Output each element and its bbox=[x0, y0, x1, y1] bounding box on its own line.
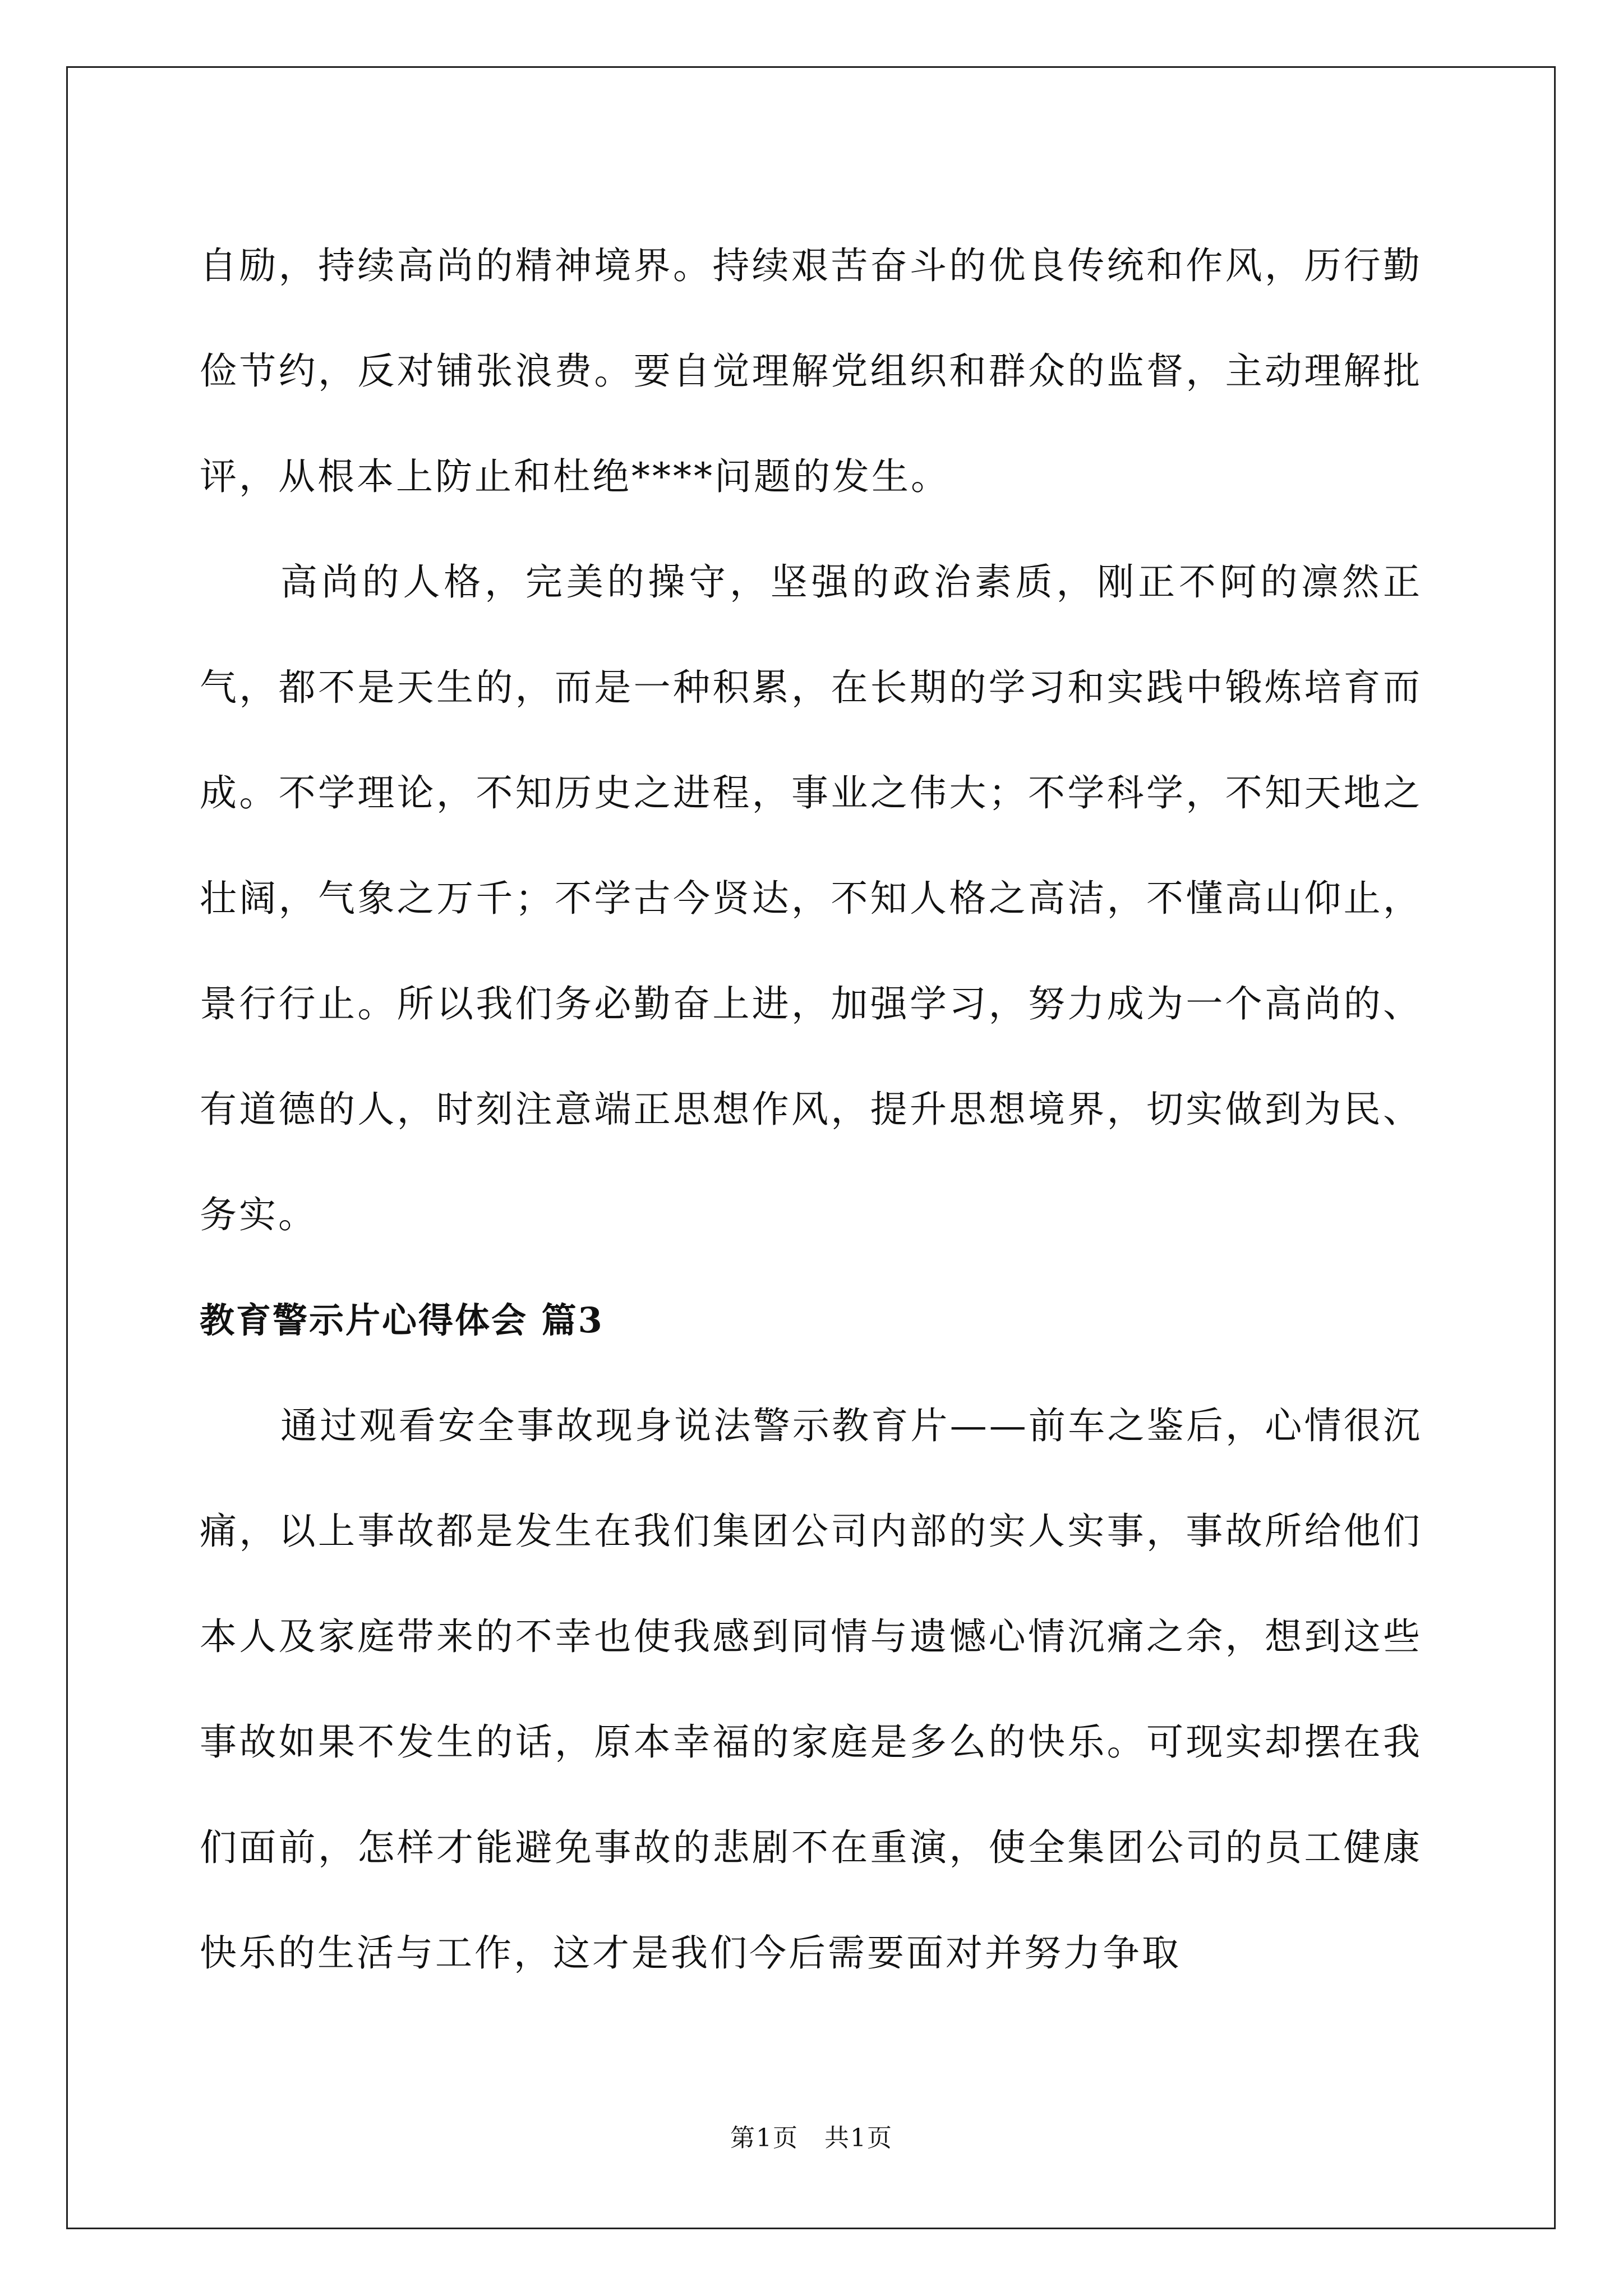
section-heading: 教育警示片心得体会 篇3 bbox=[200, 1300, 604, 1341]
body-paragraph-1: 自励，持续高尚的精神境界。持续艰苦奋斗的优良传统和作风，历行勤俭节约，反对铺张浪费。要自觉理解党组织和群众的监督，主动理解批评，从根本上防止和杜绝****问题的发生。 bbox=[200, 244, 1422, 498]
body-paragraph-2: 高尚的人格，完美的操守，坚强的政治素质，刚正不阿的凛然正气，都不是天生的，而是一种积累，在长期的学习和实践中锻炼培育而成。不学理论，不知历史之进程，事业之伟大；不学科学，不知天地之壮阔，气象之万千；不学古今贤达，不知人格之高洁，不懂高山仰止，景行行止。所以我们务必勤奋上进，加强学习，努力成为一个高尚的、有道德的人，时刻注意端正思想作风，提升思想境界，切实做到为民、务实。 bbox=[200, 560, 1422, 1236]
document-body bbox=[200, 213, 1422, 2006]
section-paragraph-1: 通过观看安全事故现身说法警示教育片——前车之鉴后，心情很沉痛，以上事故都是发生在我们集团公司内部的实人实事，事故所给他们本人及家庭带来的不幸也使我感到同情与遗憾心情沉痛之余，想到这些事故如果不发生的话，原本幸福的家庭是多么的快乐。可现实却摆在我们面前，怎样才能避免事故的悲剧不在重演，使全集团公司的员工健康快乐的生活与工作，这才是我们今后需要面对并努力争取 bbox=[200, 1404, 1422, 1975]
page-number-footer: 第1页 共1页 bbox=[730, 2124, 893, 2152]
